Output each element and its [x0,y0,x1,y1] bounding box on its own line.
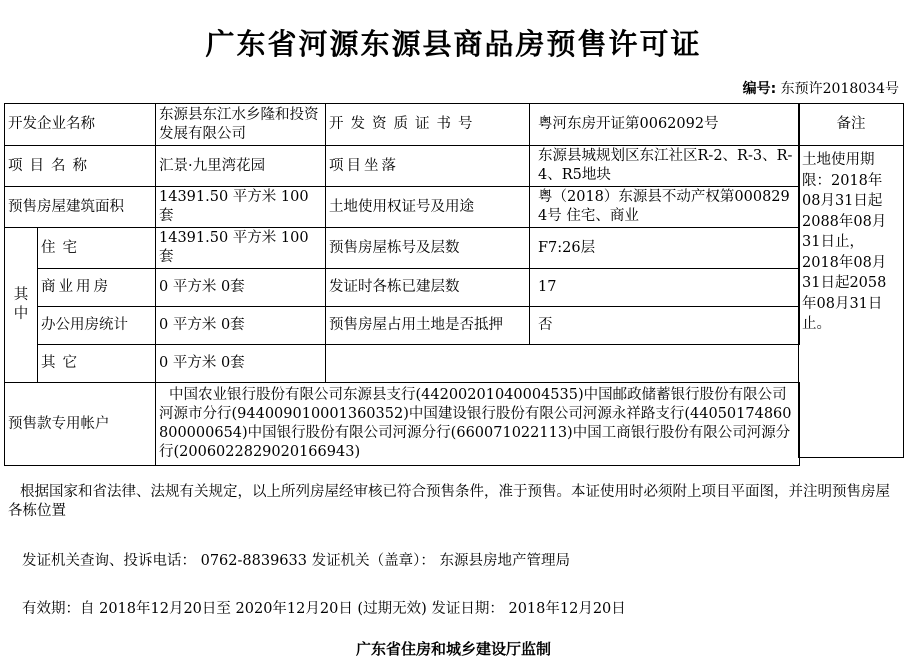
certificate-number [743,78,899,98]
presale-area-label: 预售房屋建筑面积 [5,187,156,228]
land-cert-value: 粤（2018）东源县不动产权第0008294号 住宅、商业 [530,187,800,228]
remark-column [798,103,904,458]
certificate-number-value: 东预许2018034号 [780,81,899,97]
developer-label: 开发企业名称 [5,104,156,146]
table-row [5,146,800,187]
building-label: 预售房屋栋号及层数 [326,228,530,269]
project-name-value: 汇景·九里湾花园 [156,146,326,187]
table-row [5,104,800,146]
permit-table [4,103,800,466]
document-title: 广东省河源东源县商品房预售许可证 [205,27,702,61]
remark-label: 备注 [799,104,903,146]
remark-value: 土地使用期限：2018年08月31日起2088年08月31日止，2018年08月31日起2058年08月31日止。 [802,152,887,332]
office-label: 办公用房统计 [38,307,156,345]
floors-built-label: 发证时各栋已建层数 [326,269,530,307]
table-row [5,345,800,383]
other-value: 0 平方米 0套 [156,345,326,383]
developer-value: 东源县东江水乡隆和投资发展有限公司 [156,104,326,146]
validity-line: 有效期：自 2018年12月20日至 2020年12月20日 (过期无效) 发证日期： 2018年12月20日 [22,601,626,617]
table-row [5,228,800,269]
qualification-value: 粤河东房开证第0062092号 [530,104,800,146]
account-label: 预售款专用帐户 [5,383,156,466]
table-row [5,269,800,307]
land-mortgage-label: 预售房屋占用土地是否抵押 [326,307,530,345]
project-location-label: 项目坐落 [326,146,530,187]
table-row [5,383,800,466]
project-location-value: 东源县城规划区东江社区R-2、R-3、R-4、R5地块 [530,146,800,187]
building-value: F7:26层 [530,228,800,269]
table-row [5,307,800,345]
commercial-label: 商业用房 [38,269,156,307]
qualification-label: 开发资质证书号 [326,104,530,146]
residential-label: 住宅 [38,228,156,269]
presale-area-value: 14391.50 平方米 100套 [156,187,326,228]
among-label: 其中 [5,228,38,383]
account-value: 中国农业银行股份有限公司东源县支行(44200201040004535)中国邮政储蓄银行股份有限公司河源市分行(944009010001360352)中国建设银行股份有限公司河源永祥路支行(44050174860800000654)中国银行股份有限公司河源分行(660071022113)中国工商银行股份有限公司河源分行(2006022829020166943) [156,383,800,466]
land-cert-label: 土地使用权证号及用途 [326,187,530,228]
empty-cell [326,345,800,383]
project-name-label: 项目名称 [5,146,156,187]
contact-line: 发证机关查询、投诉电话： 0762-8839633 发证机关（盖章）： 东源县房地产管理局 [22,553,570,569]
issuer-footer: 广东省住房和城乡建设厅监制 [355,640,551,658]
commercial-value: 0 平方米 0套 [156,269,326,307]
floors-built-value: 17 [530,269,800,307]
other-label: 其它 [38,345,156,383]
office-value: 0 平方米 0套 [156,307,326,345]
legal-description: 根据国家和省法律、法规有关规定，以上所列房屋经审核已符合预售条件，准于预售。本证使用时必须附上项目平面图，并注明预售房屋各栋位置 [8,484,890,519]
certificate-number-label: 编号: [742,81,777,97]
land-mortgage-value: 否 [530,307,800,345]
residential-value: 14391.50 平方米 100套 [156,228,326,269]
table-row [5,187,800,228]
